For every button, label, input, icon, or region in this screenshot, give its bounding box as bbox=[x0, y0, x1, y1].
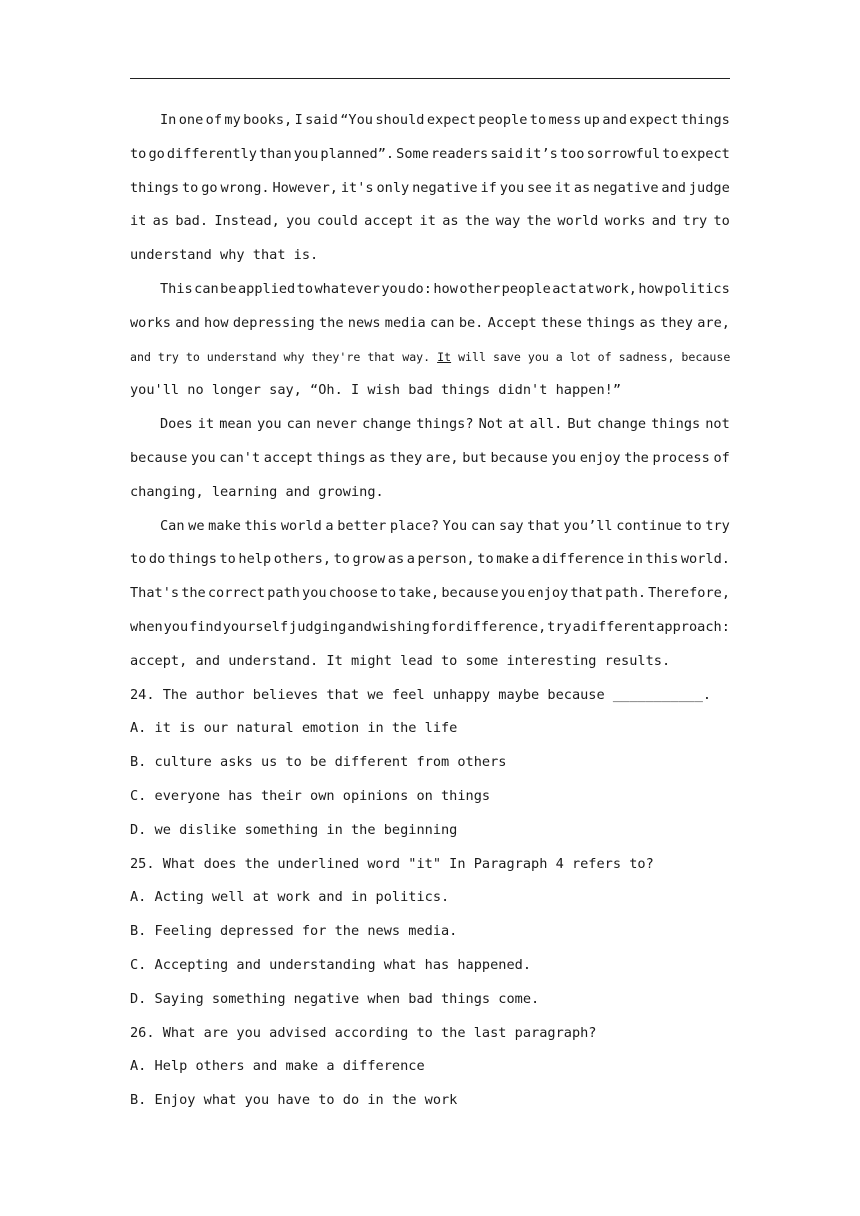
word: yourself bbox=[222, 618, 289, 635]
word: Instead, bbox=[214, 213, 280, 230]
word: go bbox=[201, 179, 218, 196]
word: correct bbox=[207, 585, 266, 602]
word: to bbox=[379, 585, 397, 602]
word: But bbox=[567, 416, 592, 433]
word: try bbox=[682, 213, 708, 230]
word: you bbox=[286, 213, 311, 230]
word: accept bbox=[263, 449, 313, 466]
paragraph-line: you'll no longer say, “Oh. I wish bad things didn't happen!” bbox=[130, 382, 622, 399]
paragraph-line bbox=[130, 205, 730, 239]
answer-option[interactable]: A. Acting well at work and in politics. bbox=[130, 889, 450, 906]
answer-option[interactable]: A. Help others and make a difference bbox=[130, 1058, 425, 1075]
word: only bbox=[376, 179, 410, 196]
paragraph-line bbox=[130, 442, 730, 476]
word: Therefore, bbox=[648, 585, 730, 602]
word: it's bbox=[340, 179, 374, 196]
word: as bbox=[573, 179, 591, 196]
word: it bbox=[554, 179, 571, 196]
word: you bbox=[500, 585, 526, 602]
word: However, bbox=[272, 179, 338, 196]
word: you bbox=[256, 416, 282, 433]
header-rule bbox=[130, 78, 730, 79]
word: these bbox=[541, 314, 582, 331]
paragraph-line bbox=[130, 510, 730, 544]
word: Does bbox=[160, 416, 193, 433]
word: all. bbox=[529, 416, 563, 433]
word: things bbox=[586, 314, 636, 331]
word: you bbox=[551, 449, 577, 466]
word: we bbox=[188, 517, 205, 534]
paragraph-line bbox=[130, 307, 730, 341]
word: negative bbox=[412, 179, 478, 196]
word: media bbox=[384, 314, 426, 331]
word: at bbox=[578, 280, 595, 297]
word: you bbox=[163, 618, 189, 635]
word: enjoy bbox=[579, 449, 621, 466]
word: planned”. bbox=[320, 145, 395, 162]
word: because bbox=[441, 585, 499, 602]
text-before-underline: and try to understand why they're that way. bbox=[130, 349, 438, 364]
word: news bbox=[347, 314, 381, 331]
word: you bbox=[293, 145, 319, 162]
word: people bbox=[478, 112, 528, 128]
word: things bbox=[680, 112, 730, 128]
word: said bbox=[305, 112, 338, 128]
answer-option[interactable]: A. it is our natural emotion in the life bbox=[130, 720, 458, 737]
passage-and-questions bbox=[130, 104, 730, 1118]
paragraph-line: changing, learning and growing. bbox=[130, 483, 384, 500]
word: a bbox=[325, 517, 334, 534]
word: mess bbox=[548, 112, 582, 128]
word: to bbox=[219, 551, 236, 568]
word: things? bbox=[416, 416, 474, 433]
paragraph-1 bbox=[130, 104, 730, 273]
word: as bbox=[442, 213, 459, 230]
answer-option[interactable]: B. culture asks us to be different from others bbox=[130, 754, 507, 771]
underlined-word-it: It bbox=[437, 349, 452, 364]
word: go bbox=[148, 145, 165, 162]
word: you’ll bbox=[563, 517, 613, 534]
word: it’s bbox=[525, 145, 558, 162]
word: and bbox=[602, 112, 627, 128]
word: process bbox=[652, 449, 710, 466]
word: the bbox=[526, 213, 552, 230]
word: my bbox=[224, 112, 241, 128]
answer-option[interactable]: D. we dislike something in the beginning bbox=[130, 821, 458, 838]
word: choose bbox=[328, 585, 378, 602]
word: be bbox=[220, 280, 237, 297]
word: but bbox=[462, 449, 487, 466]
word: can bbox=[194, 280, 219, 297]
word: that bbox=[527, 517, 560, 534]
word: for bbox=[430, 618, 456, 635]
word: to bbox=[477, 551, 494, 568]
word: others, bbox=[273, 551, 332, 568]
answer-option[interactable]: C. Accepting and understanding what has happened. bbox=[130, 956, 532, 973]
paragraph-line bbox=[130, 577, 730, 611]
word: in bbox=[626, 551, 643, 568]
paragraph-line bbox=[130, 611, 730, 645]
word: take, bbox=[398, 585, 440, 602]
word: than bbox=[258, 145, 292, 162]
word: bad. bbox=[175, 213, 209, 230]
word: to bbox=[333, 551, 350, 568]
word: because bbox=[130, 449, 188, 466]
word: to bbox=[296, 280, 314, 297]
word: because bbox=[490, 449, 548, 466]
word: how bbox=[204, 314, 229, 331]
word: can bbox=[470, 517, 496, 534]
word: path bbox=[267, 585, 300, 602]
word: books, bbox=[243, 112, 293, 128]
paragraph-line: understand why that is. bbox=[130, 247, 319, 264]
word: how bbox=[433, 280, 458, 297]
word: to bbox=[130, 551, 147, 568]
word: the bbox=[181, 585, 206, 602]
word: do: bbox=[407, 280, 432, 297]
word: approach: bbox=[656, 618, 730, 635]
word: the bbox=[318, 314, 344, 331]
word: work, bbox=[595, 280, 637, 297]
word: works bbox=[130, 314, 171, 331]
word: if bbox=[480, 179, 497, 196]
word: as bbox=[369, 449, 386, 466]
word: world bbox=[280, 517, 322, 534]
word: expect bbox=[629, 112, 679, 128]
word: be. bbox=[458, 314, 484, 331]
word: can bbox=[286, 416, 312, 433]
word: continue bbox=[616, 517, 682, 534]
word: find bbox=[189, 618, 222, 635]
word: this bbox=[645, 551, 679, 568]
answer-option[interactable]: B. Feeling depressed for the news media. bbox=[130, 923, 458, 940]
question-25 bbox=[130, 848, 730, 1017]
word: Not bbox=[478, 416, 504, 433]
question-24 bbox=[130, 679, 730, 848]
word: applied bbox=[237, 280, 296, 297]
word: Accept bbox=[487, 314, 537, 331]
word: expect bbox=[680, 145, 730, 162]
word: wrong. bbox=[220, 179, 270, 196]
word: help bbox=[238, 551, 272, 568]
paragraph-line bbox=[130, 408, 730, 442]
paragraph-line bbox=[130, 341, 730, 375]
word: should bbox=[375, 112, 425, 128]
word: try bbox=[705, 517, 730, 534]
word: are, bbox=[697, 314, 730, 331]
word: to bbox=[529, 112, 547, 128]
word: up bbox=[583, 112, 600, 128]
word: never bbox=[316, 416, 358, 433]
word: that bbox=[570, 585, 604, 602]
word: politics bbox=[664, 280, 730, 297]
question-stem: 24. The author believes that we feel unhappy maybe because ___________. bbox=[130, 686, 712, 703]
word: are, bbox=[425, 449, 459, 466]
word: when bbox=[130, 618, 163, 635]
word: difference bbox=[542, 551, 625, 568]
word: and bbox=[347, 618, 372, 635]
answer-option[interactable]: C. everyone has their own opinions on things bbox=[130, 787, 491, 804]
word: Can bbox=[160, 517, 185, 534]
word: how bbox=[638, 280, 663, 297]
word: of bbox=[713, 449, 730, 466]
word: change bbox=[596, 416, 647, 433]
word: different bbox=[581, 618, 656, 635]
word: they bbox=[660, 314, 693, 331]
word: to bbox=[662, 145, 679, 162]
word: way bbox=[495, 213, 521, 230]
word: change bbox=[362, 416, 412, 433]
word: grow bbox=[352, 551, 386, 568]
word: world. bbox=[680, 551, 730, 568]
word: as bbox=[152, 213, 170, 230]
paragraph-line bbox=[130, 138, 730, 172]
word: make bbox=[208, 517, 241, 534]
question-stem: 25. What does the underlined word "it" In Paragraph 4 refers to? bbox=[130, 855, 654, 872]
word: judging bbox=[289, 618, 347, 635]
word: one bbox=[178, 112, 204, 128]
word: it bbox=[130, 213, 147, 230]
word: other bbox=[459, 280, 501, 297]
word: as bbox=[387, 551, 405, 568]
answer-option[interactable]: D. Saying something negative when bad things come. bbox=[130, 990, 540, 1007]
word: could bbox=[316, 213, 358, 230]
word: try bbox=[547, 618, 572, 635]
word: world bbox=[557, 213, 599, 230]
word: the bbox=[624, 449, 649, 466]
word: things bbox=[167, 551, 217, 568]
answer-option[interactable]: B. Enjoy what you have to do in the work bbox=[130, 1092, 458, 1109]
word: This bbox=[160, 280, 193, 297]
word: this bbox=[244, 517, 278, 534]
word: of bbox=[205, 112, 223, 128]
word: depressing bbox=[232, 314, 315, 331]
word: “You bbox=[340, 112, 373, 128]
word: things bbox=[130, 179, 180, 196]
word: accept bbox=[364, 213, 414, 230]
question-26 bbox=[130, 1017, 730, 1118]
word: you bbox=[381, 280, 406, 297]
paragraph-2 bbox=[130, 273, 730, 408]
word: a bbox=[406, 551, 415, 568]
word: as bbox=[639, 314, 656, 331]
word: can't bbox=[219, 449, 261, 466]
word: Some bbox=[396, 145, 429, 162]
word: things bbox=[651, 416, 701, 433]
word: readers bbox=[430, 145, 489, 162]
word: it bbox=[197, 416, 215, 433]
word: enjoy bbox=[527, 585, 569, 602]
word: you bbox=[302, 585, 327, 602]
paragraph-3 bbox=[130, 408, 730, 509]
word: differently bbox=[166, 145, 257, 162]
word: and bbox=[175, 314, 200, 331]
word: not bbox=[705, 416, 730, 433]
word: to bbox=[685, 517, 702, 534]
word: You bbox=[442, 517, 468, 534]
paragraph-line bbox=[130, 104, 730, 138]
word: negative bbox=[593, 179, 659, 196]
word: you bbox=[499, 179, 525, 196]
word: sorrowful bbox=[586, 145, 661, 162]
word: That's bbox=[130, 585, 180, 602]
word: I bbox=[294, 112, 303, 128]
word: act bbox=[552, 280, 577, 297]
word: say bbox=[498, 517, 524, 534]
word: people bbox=[501, 280, 551, 297]
word: judge bbox=[688, 179, 730, 196]
text-after-underline: will save you a lot of sadness, because bbox=[451, 349, 730, 364]
word: you bbox=[190, 449, 216, 466]
word: can bbox=[429, 314, 455, 331]
word: whatever bbox=[314, 280, 380, 297]
word: wishing bbox=[372, 618, 430, 635]
word: too bbox=[559, 145, 585, 162]
paragraph-4 bbox=[130, 510, 730, 679]
paragraph-line bbox=[130, 543, 730, 577]
word: person, bbox=[417, 551, 475, 568]
word: and bbox=[651, 213, 677, 230]
paragraph-line bbox=[130, 172, 730, 206]
word: a bbox=[572, 618, 581, 635]
word: and bbox=[661, 179, 686, 196]
word: mean bbox=[219, 416, 252, 433]
word: they bbox=[389, 449, 423, 466]
word: place? bbox=[389, 517, 440, 534]
word: difference, bbox=[456, 618, 547, 635]
word: expect bbox=[426, 112, 476, 128]
word: In bbox=[160, 112, 177, 128]
word: a bbox=[531, 551, 540, 568]
word: better bbox=[337, 517, 387, 534]
word: works bbox=[604, 213, 646, 230]
word: it bbox=[419, 213, 436, 230]
word: to bbox=[130, 145, 147, 162]
word: make bbox=[496, 551, 529, 568]
word: said bbox=[490, 145, 524, 162]
word: see bbox=[527, 179, 552, 196]
word: at bbox=[508, 416, 525, 433]
word: do bbox=[148, 551, 166, 568]
question-stem: 26. What are you advised according to the last paragraph? bbox=[130, 1024, 597, 1041]
word: to bbox=[713, 213, 730, 230]
word: path. bbox=[605, 585, 647, 602]
word: things bbox=[316, 449, 366, 466]
paragraph-line: accept, and understand. It might lead to some interesting results. bbox=[130, 652, 671, 669]
paragraph-line bbox=[130, 273, 730, 307]
word: the bbox=[464, 213, 490, 230]
word: to bbox=[181, 179, 199, 196]
